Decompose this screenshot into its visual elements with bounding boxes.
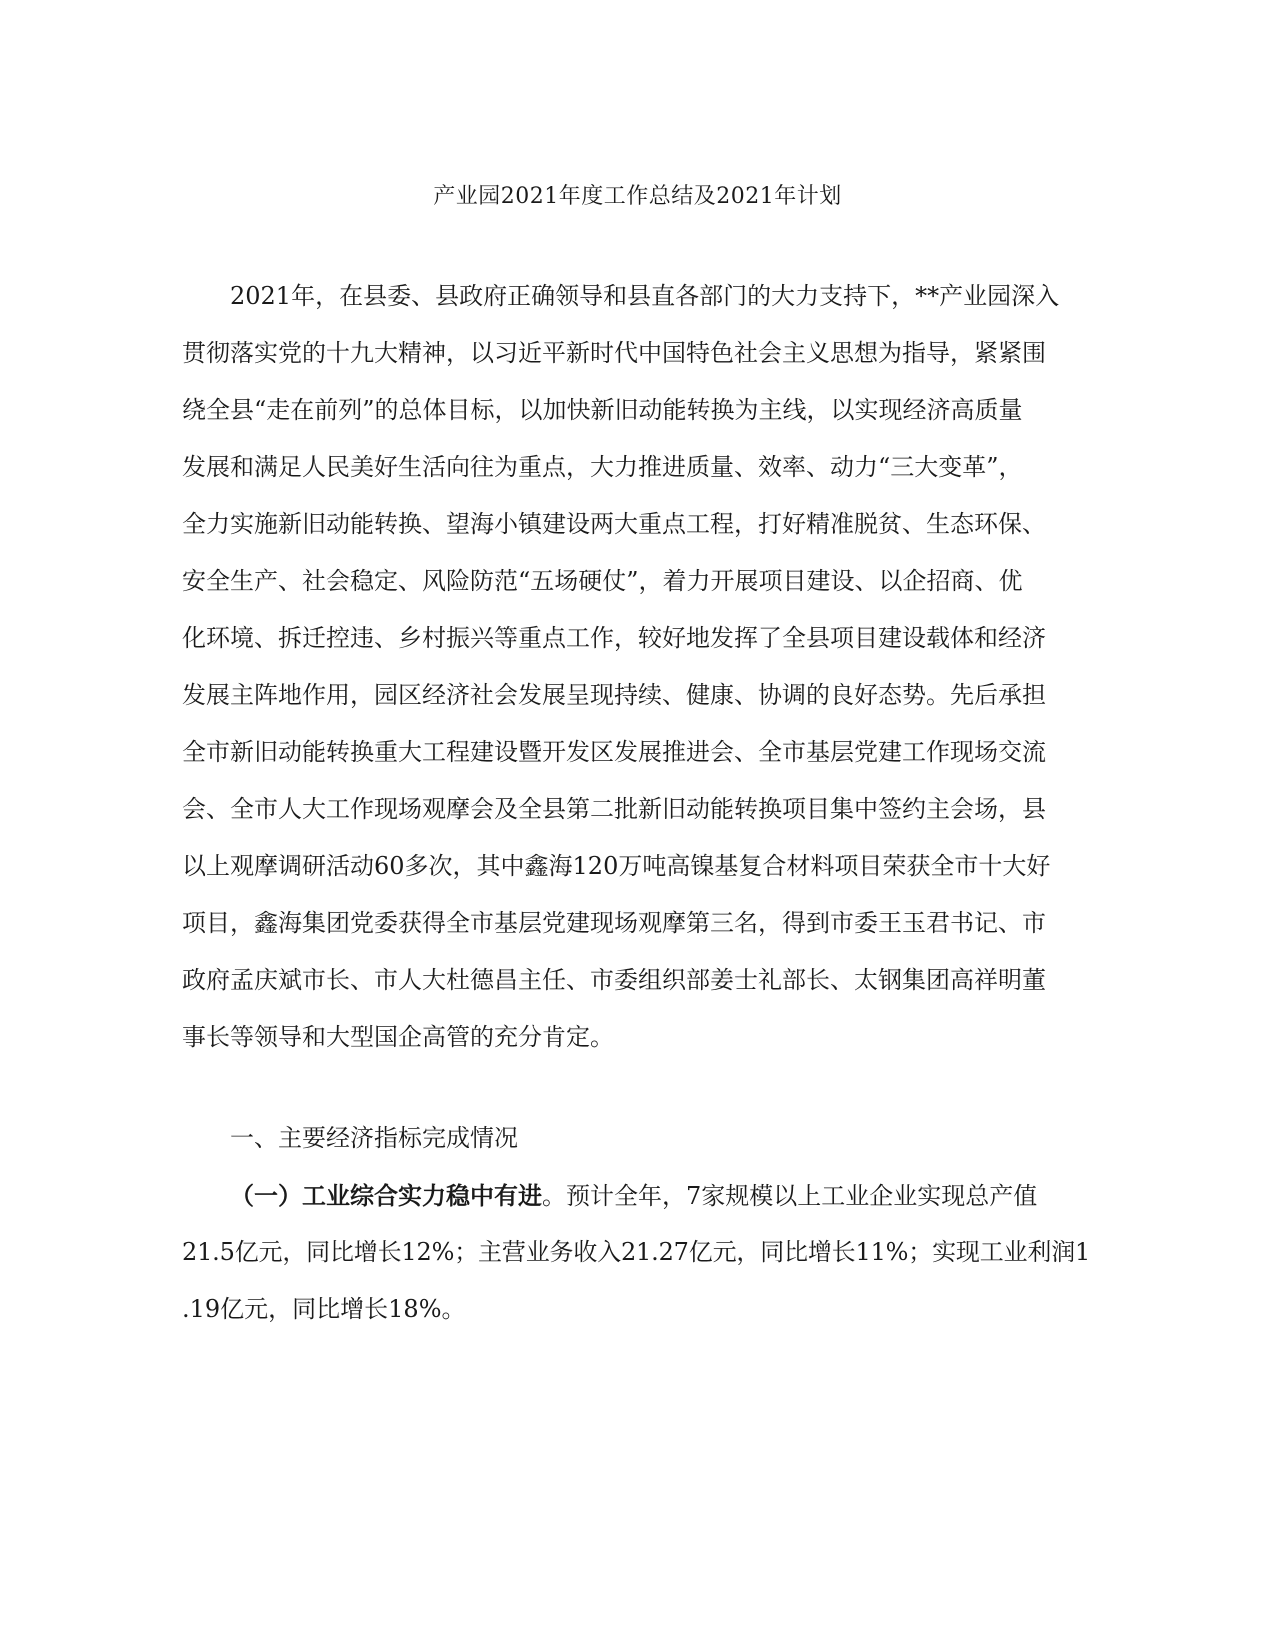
industrial-line1-rest: 。预计全年，7家规模以上工业企业实现总产值 [542, 1182, 1038, 1210]
intro-line: 项目，鑫海集团党委获得全市基层党建现场观摩第三名，得到市委王玉君书记、市 [182, 909, 1046, 937]
intro-line: 全市新旧动能转换重大工程建设暨开发区发展推进会、全市基层党建工作现场交流 [182, 738, 1046, 766]
intro-line: 化环境、拆迁控违、乡村振兴等重点工作，较好地发挥了全县项目建设载体和经济 [182, 624, 1046, 652]
intro-line: 全力实施新旧动能转换、望海小镇建设两大重点工程，打好精准脱贫、生态环保、 [182, 510, 1046, 538]
intro-line: 事长等领导和大型国企高管的充分肯定。 [182, 1023, 614, 1051]
section-heading [182, 1110, 1090, 1167]
document-title: 产业园2021年度工作总结及2021年计划 [433, 184, 842, 209]
industrial-line [182, 1167, 1090, 1224]
intro-line: 绕全县“走在前列”的总体目标，以加快新旧动能转换为主线，以实现经济高质量 [182, 396, 1023, 424]
intro-line: 发展和满足人民美好生活向往为重点，大力推进质量、效率、动力“三大变革”， [182, 453, 1023, 481]
intro-line: 2021年，在县委、县政府正确领导和县直各部门的大力支持下，**产业园深入 [230, 282, 1060, 310]
industrial-line: .19亿元，同比增长18%。 [182, 1295, 466, 1323]
intro-line: 贯彻落实党的十九大精神，以习近平新时代中国特色社会主义思想为指导，紧紧围 [182, 339, 1046, 367]
intro-line: 安全生产、社会稳定、风险防范“五场硬仗”，着力开展项目建设、以企招商、优 [182, 567, 1023, 595]
industrial-lead: （一）工业综合实力稳中有进 [230, 1181, 542, 1210]
section-heading-text: 一、主要经济指标完成情况 [230, 1124, 518, 1152]
intro-line: 发展主阵地作用，园区经济社会发展呈现持续、健康、协调的良好态势。先后承担 [182, 681, 1046, 709]
industrial-line: 21.5亿元，同比增长12%；主营业务收入21.27亿元，同比增长11%；实现工业利润1 [182, 1238, 1091, 1266]
intro-line: 会、全市人大工作现场观摩会及全县第二批新旧动能转换项目集中签约主会场，县 [182, 795, 1046, 823]
industrial-paragraph [182, 1167, 1090, 1338]
intro-line: 政府孟庆斌市长、市人大杜德昌主任、市委组织部姜士礼部长、太钢集团高祥明董 [182, 966, 1046, 994]
intro-line: 以上观摩调研活动60多次，其中鑫海120万吨高镍基复合材料项目荣获全市十大好 [182, 852, 1051, 880]
intro-paragraph [182, 268, 1090, 1066]
